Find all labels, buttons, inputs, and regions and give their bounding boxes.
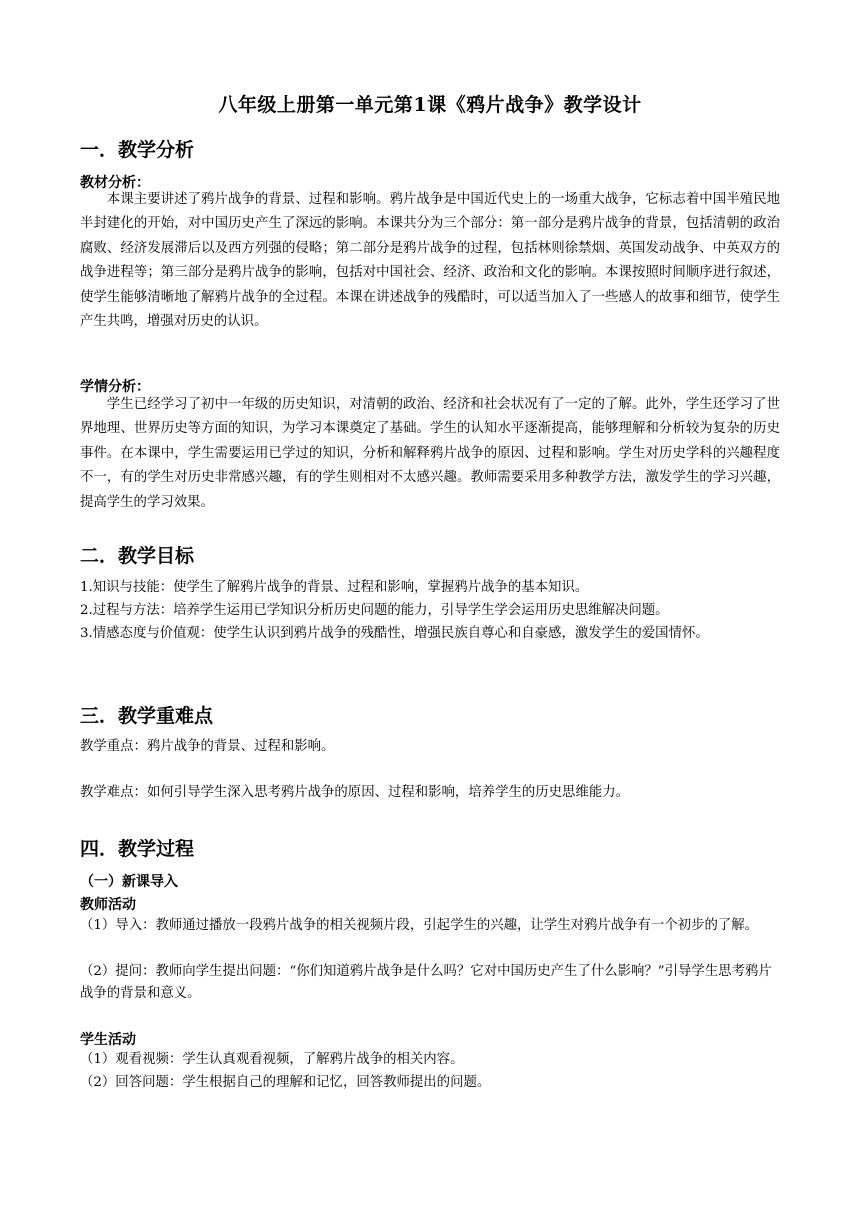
paragraph-material-analysis: 本课主要讲述了鸦片战争的背景、过程和影响。鸦片战争是中国近代史上的一场重大战争，它标志着中国半殖民地半封建化的开始，对中国历史产生了深远的影响。本课共分为三个部分：第一部分是鸦片战争的背景，包括清朝的政治腐败、经济发展滞后以及西方列强的侵略；第二部分是鸦片战争的过程，包括林则徐禁烟、英国发动战争、中英双方的战争进程等；第三部分是鸦片战争的影响，包括对中国社会、经济、政治和文化的影响。本课按照时间顺序进行叙述，使学生能够清晰地了解鸦片战争的全过程。本课在讲述战争的残酷时，可以适当加入了一些感人的故事和细节，使学生产生共鸣，增强对历史的认识。 — [80, 192, 780, 330]
label-teacher-activity: 教师活动 — [80, 897, 136, 913]
heading-teaching-process: 四．教学过程 — [80, 838, 195, 860]
goal-item-1: 1.知识与技能：使学生了解鸦片战争的背景、过程和影响，掌握鸦片战争的基本知识。 — [80, 580, 589, 595]
paragraph-student-analysis: 学生已经学习了初中一年级的历史知识，对清朝的政治、经济和社会状况有了一定的了解。此外，学生还学习了世界地理、世界历史等方面的知识，为学习本课奠定了基础。学生的认知水平逐渐提高，能够理解和分析较为复杂的历史事件。在本课中，学生需要运用已学过的知识，分析和解释鸦片战争的原因、过程和影响。学生对历史学科的兴趣程度不一，有的学生对历史非常感兴趣，有的学生则相对不太感兴趣。教师需要采用多种教学方法，激发学生的学习兴趣，提高学生的学习效果。 — [80, 397, 780, 510]
label-material-analysis: 教材分析： — [80, 175, 150, 191]
goal-item-2: 2.过程与方法：培养学生运用已学知识分析历史问题的能力，引导学生学会运用历史思维解决问题。 — [80, 603, 669, 618]
subheading-new-lesson-intro: （一）新课导入 — [80, 874, 178, 890]
teacher-activity-1: （1）导入：教师通过播放一段鸦片战争的相关视频片段，引起学生的兴趣，让学生对鸦片战争有一个初步的了解。 — [80, 918, 759, 933]
heading-teaching-goals: 二．教学目标 — [80, 545, 195, 567]
difficult-point-text: 教学难点：如何引导学生深入思考鸦片战争的原因、过程和影响，培养学生的历史思维能力。 — [80, 785, 630, 800]
key-point-text: 教学重点：鸦片战争的背景、过程和影响。 — [80, 739, 335, 754]
heading-key-points: 三．教学重难点 — [80, 705, 214, 727]
label-student-activity: 学生活动 — [80, 1032, 136, 1048]
student-activity-2: （2）回答问题：学生根据自己的理解和记忆，回答教师提出的问题。 — [80, 1075, 491, 1090]
label-student-analysis: 学情分析： — [80, 379, 150, 395]
heading-teaching-analysis: 一．教学分析 — [80, 139, 195, 161]
document-title: 八年级上册第一单元第1课《鸦片战争》教学设计 — [218, 94, 642, 116]
student-activity-1: （1）观看视频：学生认真观看视频，了解鸦片战争的相关内容。 — [80, 1052, 464, 1067]
goal-item-3: 3.情感态度与价值观：使学生认识到鸦片战争的残酷性，增强民族自尊心和自豪感，激发学生的爱国情怀。 — [80, 626, 709, 641]
teacher-activity-2: （2）提问：教师向学生提出问题：“你们知道鸦片战争是什么吗？它对中国历史产生了什么影响？”引导学生思考鸦片战争的背景和意义。 — [80, 964, 772, 1001]
